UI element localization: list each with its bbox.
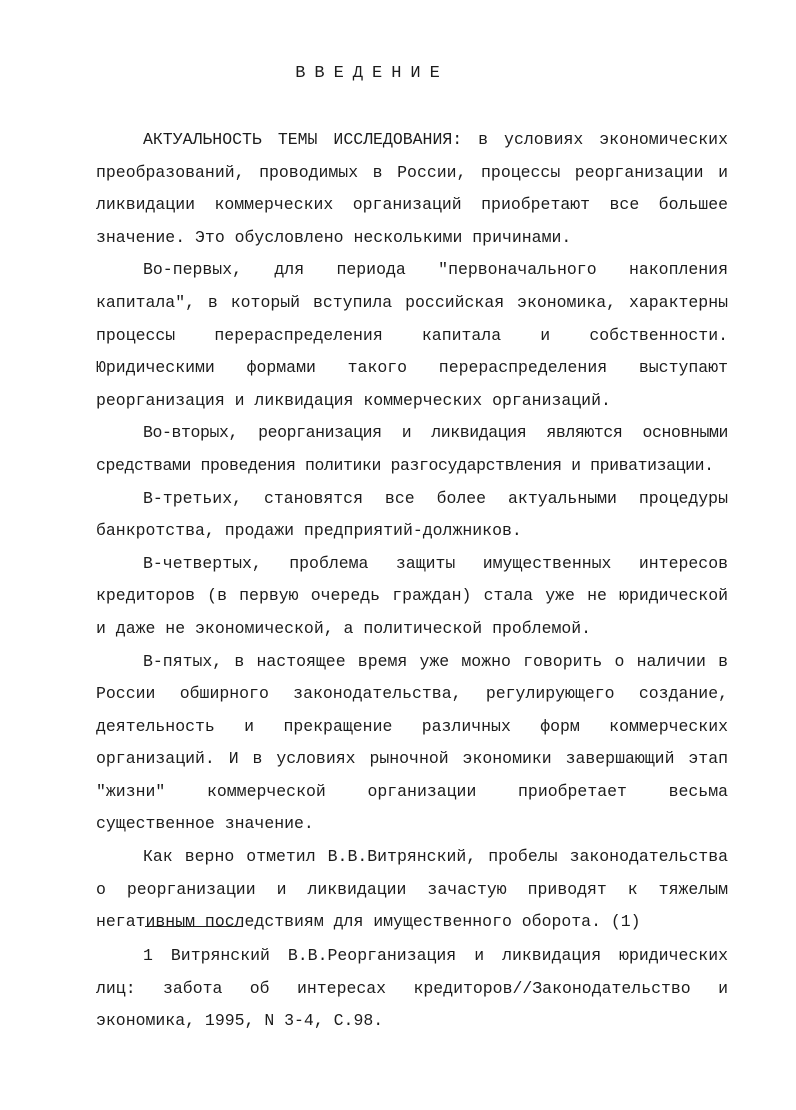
paragraph-third-reason: В-третьих, становятся все более актуальными процедуры банкротства, продажи предприятий-должников. [96, 488, 728, 541]
paragraph-second-reason: Во-вторых, реорганизация и ликвидация являются основными средствами проведения политики разгосударствления и приватизации. [96, 423, 728, 475]
main-text [96, 124, 728, 939]
footnote-divider [145, 926, 243, 927]
paragraph-fourth-reason: В-четвертых, проблема защиты имущественных интересов кредиторов (в первую очередь граждан) стала уже не юридической и даже не экономической, а политической проблемой. [96, 553, 728, 638]
paragraph-relevance: АКТУАЛЬНОСТЬ ТЕМЫ ИССЛЕДОВАНИЯ: в условиях экономических преобразований, проводимых в России, процессы реорганизации и ликвидации коммерческих организаций приобретают все большее значение. Это обусловлено несколькими причинами. [96, 130, 728, 247]
paragraph-fifth-reason: В-пятых, в настоящее время уже можно говорить о наличии в России обширного законодательства, регулирующего создание, деятельность и прекращение различных форм коммерческих организаций. И в условиях рыночной экономики завершающий этап "жизни" коммерческой организации приобретает весьма существенное значение. [96, 651, 728, 834]
paragraph-first-reason: Во-первых, для периода "первоначального накопления капитала", в который вступила российская экономика, характерны процессы перераспределения капитала и собственности. Юридическими формами такого перераспределения выступают реорганизация и ликвидация коммерческих организаций. [96, 260, 728, 410]
paragraph-vitryansky: Как верно отметил В.В.Витрянский, пробелы законодательства о реорганизации и ликвидации зачастую приводят к тяжелым негативным последствиям для имущественного оборота. (1) [96, 847, 728, 932]
footnote-area [96, 940, 728, 1038]
page-title: ВВЕДЕНИЕ [295, 64, 449, 83]
footnote-text: 1 Витрянский В.В.Реорганизация и ликвидация юридических лиц: забота об интересах кредиторов//Законодательство и экономика, 1995, N 3-4, С.98. [96, 946, 728, 1031]
